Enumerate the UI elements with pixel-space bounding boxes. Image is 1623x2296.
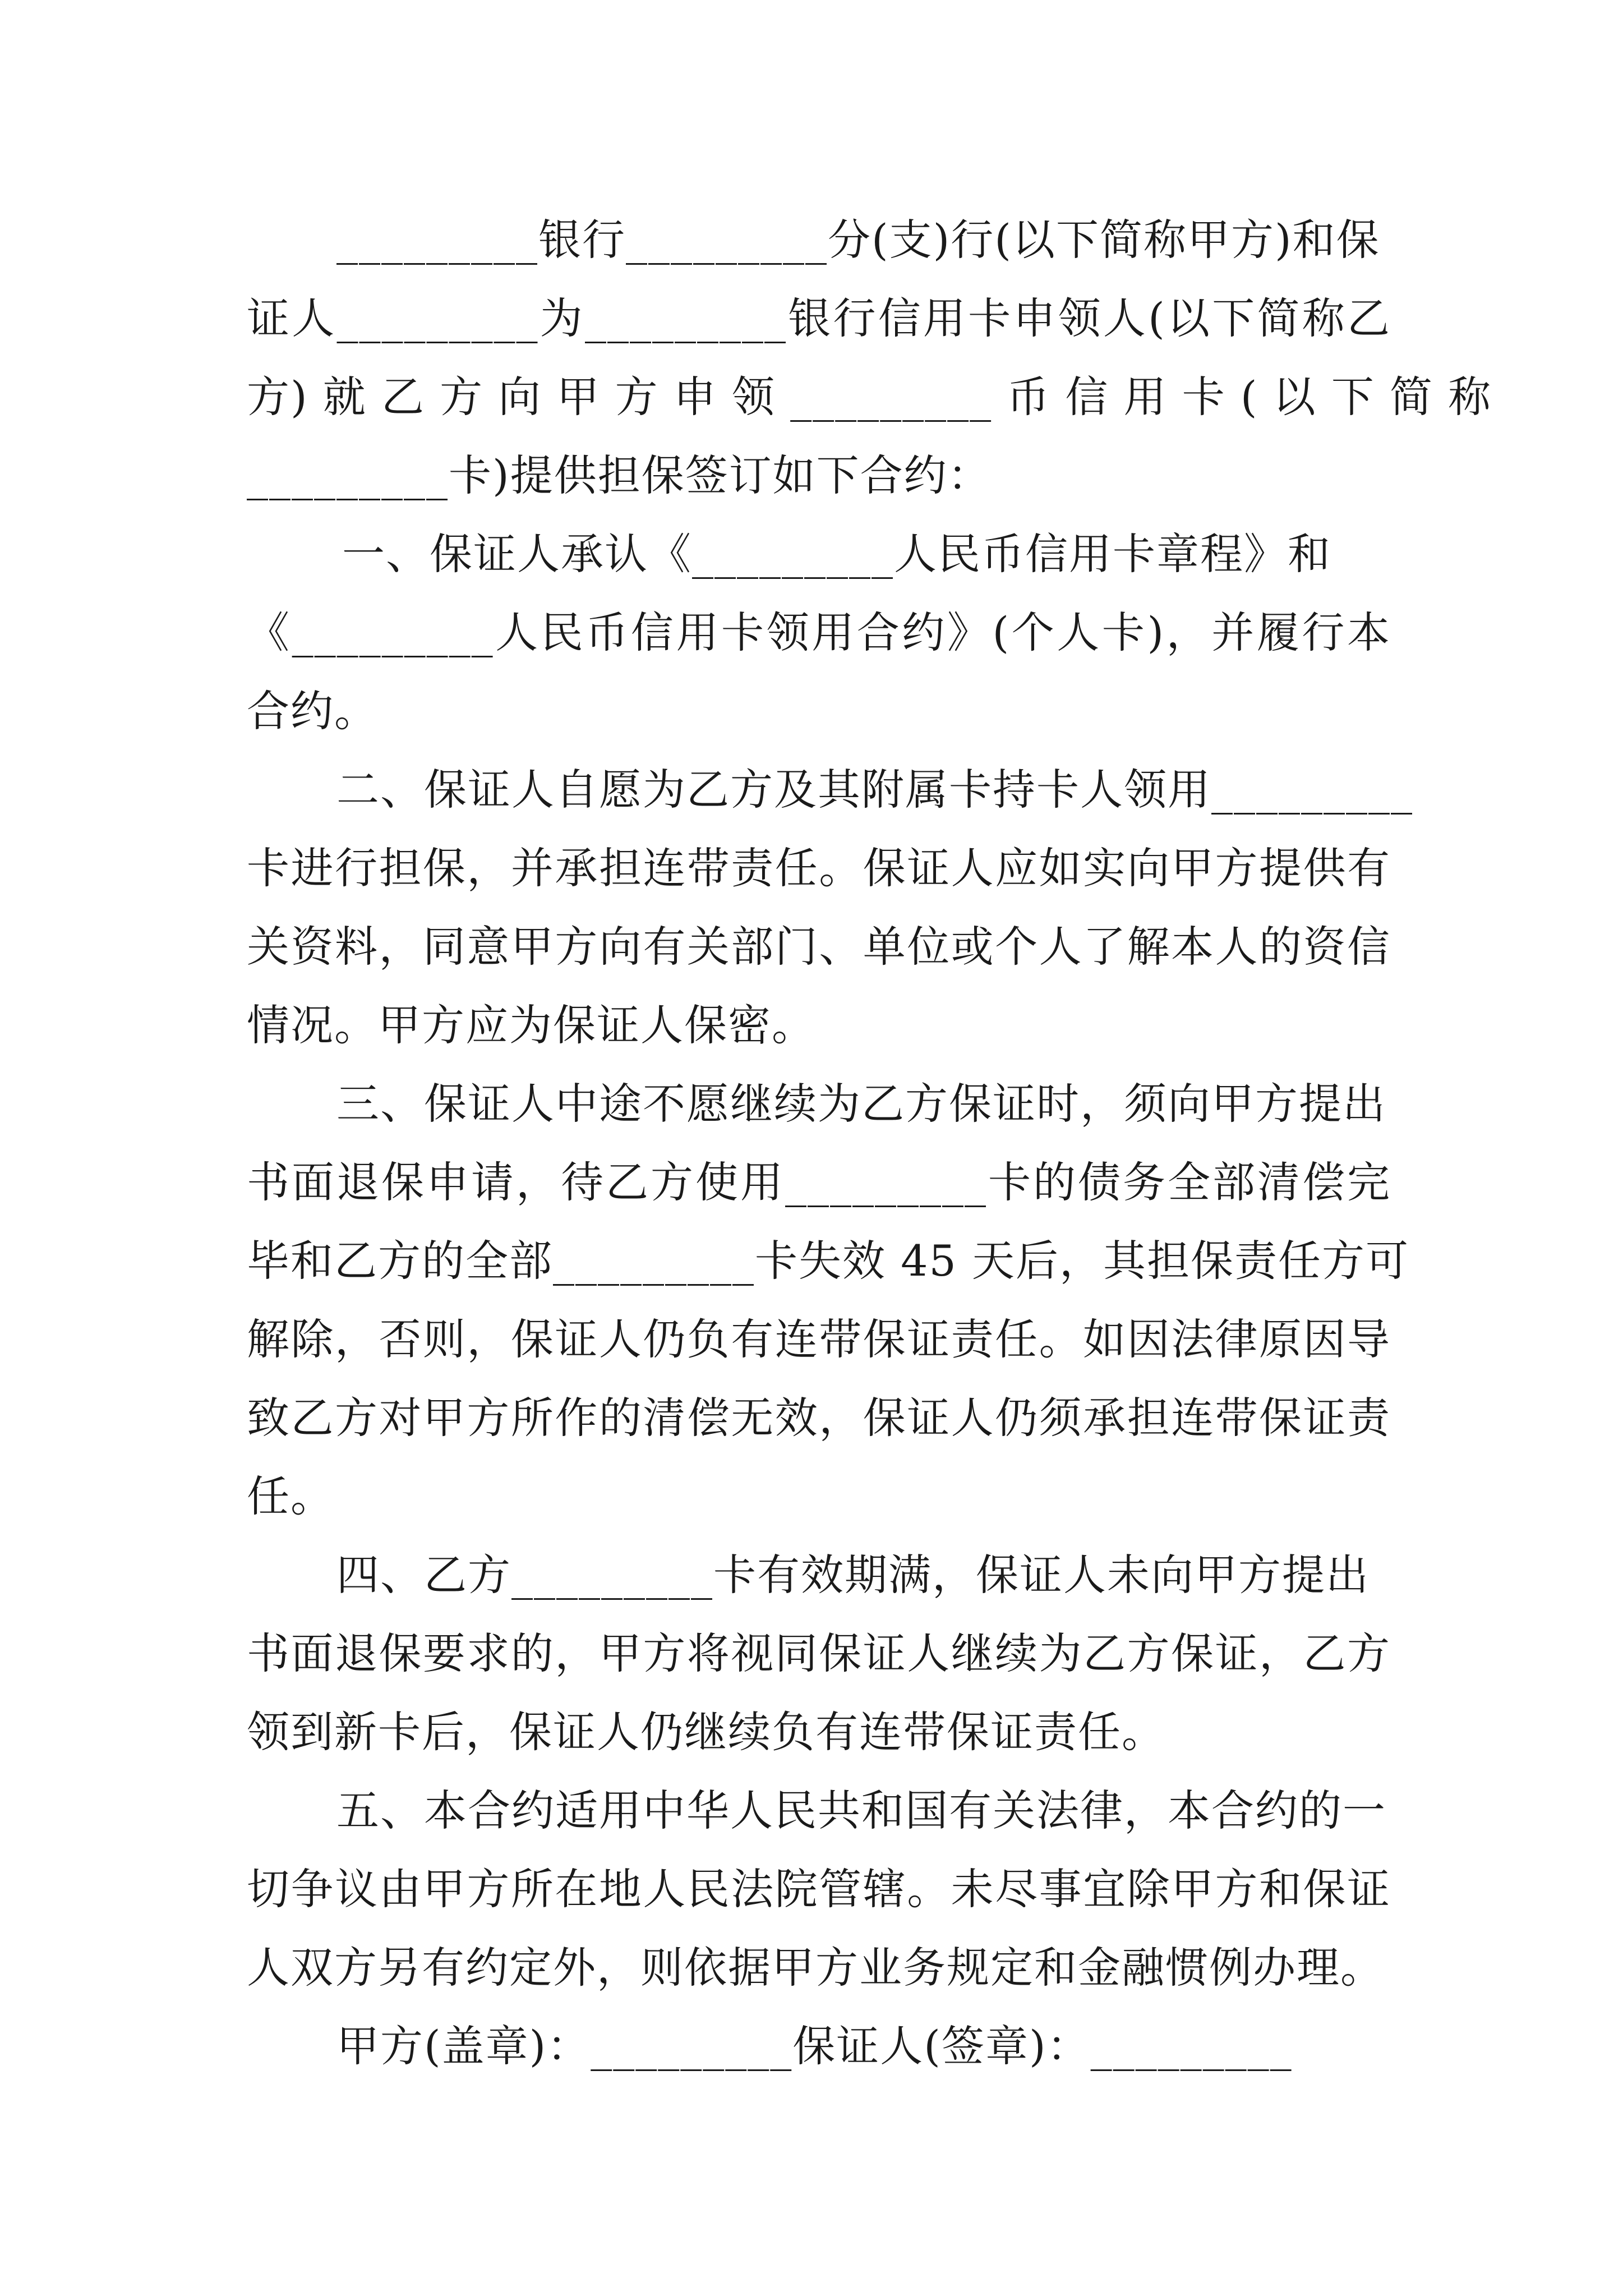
clause-2-line-3: 关资料，同意甲方向有关部门、单位或个人了解本人的资信 — [247, 922, 1391, 972]
clause-5-line-1: 五、本合约适用中华人民共和国有关法律，本合约的一 — [336, 1786, 1386, 1835]
clause-5-line-3: 人双方另有约定外，则依据甲方业务规定和金融惯例办理。 — [247, 1943, 1384, 1993]
clause-4-line-1: 四、乙方_________卡有效期满，保证人未向甲方提出 — [336, 1550, 1370, 1600]
clause-4-line-2: 书面退保要求的，甲方将视同保证人继续为乙方保证，乙方 — [247, 1628, 1391, 1678]
intro-line-1: _________银行_________分(支)行(以下简称甲方)和保 — [336, 215, 1380, 265]
clause-2-line-2: 卡进行担保，并承担连带责任。保证人应如实向甲方提供有 — [247, 843, 1391, 893]
clause-3-line-4: 解除，否则，保证人仍负有连带保证责任。如因法律原因导 — [247, 1314, 1391, 1364]
clause-4-line-3: 领到新卡后，保证人仍继续负有连带保证责任。 — [247, 1707, 1165, 1757]
clause-5-line-2: 切争议由甲方所在地人民法院管辖。未尽事宜除甲方和保证 — [247, 1864, 1391, 1914]
clause-3-line-1: 三、保证人中途不愿继续为乙方保证时，须向甲方提出 — [336, 1079, 1386, 1129]
signature-line: 甲方(盖章)：_________保证人(签章)：_________ — [336, 2021, 1293, 2071]
intro-line-4: _________卡)提供担保签订如下合约： — [247, 450, 992, 500]
clause-3-line-3: 毕和乙方的全部_________卡失效 45 天后，其担保责任方可 — [247, 1236, 1410, 1286]
clause-3-line-5: 致乙方对甲方所作的清偿无效，保证人仍须承担连带保证责 — [247, 1393, 1391, 1443]
intro-line-3: 方) 就 乙 方 向 甲 方 申 领 _________ 币 信 用 卡 ( 以 下 简 称 — [247, 372, 1492, 422]
clause-1-line-3: 合约。 — [247, 686, 378, 736]
clause-1-line-2: 《_________人民币信用卡领用合约》(个人卡)，并履行本 — [247, 608, 1391, 657]
clause-1-line-1: 一、保证人承认《_________人民币信用卡章程》和 — [342, 529, 1331, 579]
clause-3-line-2: 书面退保申请，待乙方使用_________卡的债务全部清偿完 — [247, 1157, 1391, 1207]
clause-2-line-1: 二、保证人自愿为乙方及其附属卡持卡人领用_________ — [336, 765, 1413, 815]
clause-2-line-4: 情况。甲方应为保证人保密。 — [247, 1000, 815, 1050]
intro-line-2: 证人_________为_________银行信用卡申领人(以下简称乙 — [247, 293, 1391, 343]
clause-3-line-6: 任。 — [247, 1471, 334, 1521]
